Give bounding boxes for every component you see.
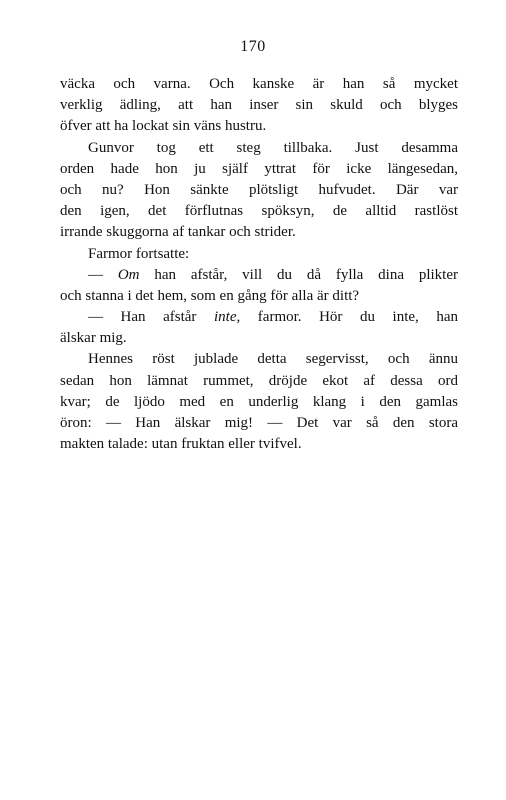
text-line: den igen, det förflutnas spöksyn, de alltid rastlöst bbox=[60, 203, 458, 220]
text-fragment: han afstår, vill du då fylla dina plikter bbox=[139, 266, 458, 283]
text-fragment: — bbox=[88, 266, 118, 283]
text-line: väcka och varna. Och kanske är han så mycket bbox=[60, 76, 458, 92]
text-line: verklig ädling, att han inser sin skuld och blyges bbox=[60, 97, 458, 114]
dialogue-line bbox=[60, 307, 458, 328]
body-text bbox=[60, 74, 458, 455]
text-line: kvar; de ljödo med en underlig klang i den gamlas bbox=[60, 393, 458, 410]
text-line: Farmor fortsatte: bbox=[88, 245, 190, 262]
text-line: makten talade: utan fruktan eller tvifvel. bbox=[60, 436, 302, 453]
text-fragment: — Han afstår bbox=[88, 309, 214, 326]
text-line: och nu? Hon sänkte plötsligt hufvudet. Där var bbox=[60, 181, 458, 198]
dialogue-line bbox=[60, 265, 458, 286]
page-number: 170 bbox=[240, 38, 266, 55]
emphasis-text: Om bbox=[117, 266, 140, 283]
text-line: öron: — Han älskar mig! — Det var så den stora bbox=[60, 415, 458, 431]
text-line: och stanna i det hem, som en gång för alla är ditt? bbox=[60, 287, 360, 304]
text-line: Gunvor tog ett steg tillbaka. Just desamma bbox=[88, 139, 458, 156]
text-line: öfver att ha lockat sin väns hustru. bbox=[60, 118, 267, 135]
text-line: älskar mig. bbox=[60, 330, 127, 347]
emphasis-text: inte bbox=[213, 309, 237, 326]
text-line: orden hade hon ju själf yttrat för icke längesedan, bbox=[60, 160, 458, 177]
text-line: irrande skuggorna af tankar och strider. bbox=[60, 224, 296, 241]
text-line: sedan hon lämnat rummet, dröjde ekot af dessa ord bbox=[60, 372, 458, 389]
text-fragment: , farmor. Hör du inte, han bbox=[236, 309, 458, 326]
text-line: Hennes röst jublade detta segervisst, och ännu bbox=[88, 351, 458, 368]
